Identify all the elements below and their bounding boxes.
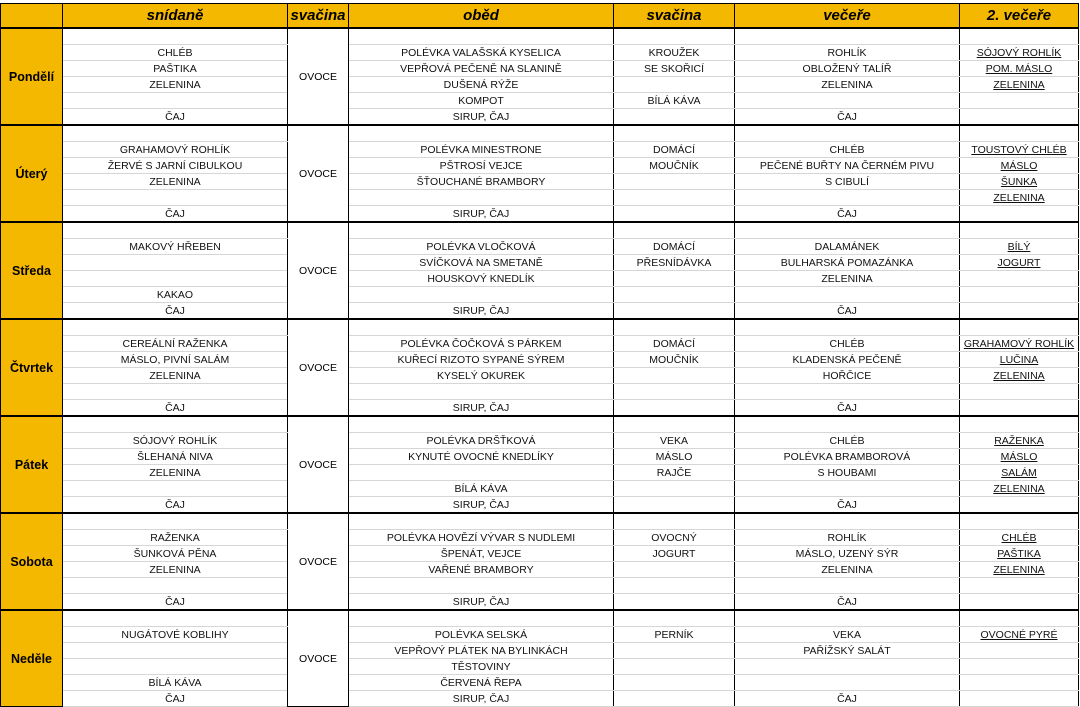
menu-cell-lunch: SIRUP, ČAJ bbox=[349, 594, 614, 611]
menu-cell-snack2 bbox=[614, 368, 735, 384]
menu-cell-breakfast bbox=[63, 28, 288, 45]
menu-cell-breakfast: CEREÁLNÍ RAŽENKA bbox=[63, 336, 288, 352]
menu-cell-dinner2 bbox=[960, 303, 1079, 320]
menu-cell-dinner: ZELENINA bbox=[735, 77, 960, 93]
menu-cell-breakfast: ŠUNKOVÁ PĚNA bbox=[63, 546, 288, 562]
menu-cell-dinner: DALAMÁNEK bbox=[735, 239, 960, 255]
table-row bbox=[1, 513, 1079, 530]
menu-cell-breakfast bbox=[63, 93, 288, 109]
header-row bbox=[1, 4, 1079, 29]
menu-cell-dinner bbox=[735, 416, 960, 433]
menu-cell-breakfast: MAKOVÝ HŘEBEN bbox=[63, 239, 288, 255]
menu-cell-dinner2: MÁSLO bbox=[960, 158, 1079, 174]
table-row bbox=[1, 546, 1079, 562]
menu-cell-snack2 bbox=[614, 109, 735, 126]
menu-cell-lunch bbox=[349, 222, 614, 239]
menu-cell-lunch bbox=[349, 578, 614, 594]
menu-cell-dinner2: ZELENINA bbox=[960, 368, 1079, 384]
table-row bbox=[1, 449, 1079, 465]
menu-cell-snack2 bbox=[614, 174, 735, 190]
menu-cell-dinner2: PAŠTIKA bbox=[960, 546, 1079, 562]
menu-cell-snack2 bbox=[614, 319, 735, 336]
menu-body bbox=[1, 28, 1079, 707]
menu-cell-breakfast bbox=[63, 643, 288, 659]
menu-cell-snack2: VEKA bbox=[614, 433, 735, 449]
menu-cell-dinner bbox=[735, 578, 960, 594]
menu-cell-dinner: ČAJ bbox=[735, 206, 960, 223]
menu-cell-dinner: PAŘÍŽSKÝ SALÁT bbox=[735, 643, 960, 659]
table-row bbox=[1, 303, 1079, 320]
menu-cell-snack2 bbox=[614, 562, 735, 578]
table-row bbox=[1, 578, 1079, 594]
menu-cell-lunch: KYNUTÉ OVOCNÉ KNEDLÍKY bbox=[349, 449, 614, 465]
menu-cell-dinner2: TOUSTOVÝ CHLÉB bbox=[960, 142, 1079, 158]
menu-cell-breakfast: ČAJ bbox=[63, 594, 288, 611]
menu-cell-dinner bbox=[735, 481, 960, 497]
menu-cell-dinner: CHLÉB bbox=[735, 433, 960, 449]
snack-cell: OVOCE bbox=[288, 28, 349, 125]
menu-cell-lunch: ČERVENÁ ŘEPA bbox=[349, 675, 614, 691]
menu-cell-dinner: BULHARSKÁ POMAZÁNKA bbox=[735, 255, 960, 271]
menu-cell-snack2: PERNÍK bbox=[614, 627, 735, 643]
table-row bbox=[1, 93, 1079, 109]
snack-cell: OVOCE bbox=[288, 319, 349, 416]
menu-cell-snack2 bbox=[614, 400, 735, 417]
table-row bbox=[1, 287, 1079, 303]
table-row bbox=[1, 659, 1079, 675]
table-row bbox=[1, 594, 1079, 611]
menu-cell-dinner2 bbox=[960, 319, 1079, 336]
menu-cell-lunch bbox=[349, 416, 614, 433]
day-label: Pátek bbox=[1, 416, 63, 513]
menu-cell-breakfast bbox=[63, 481, 288, 497]
menu-cell-dinner bbox=[735, 93, 960, 109]
menu-cell-snack2 bbox=[614, 691, 735, 707]
menu-cell-snack2 bbox=[614, 481, 735, 497]
snack-cell: OVOCE bbox=[288, 513, 349, 610]
menu-cell-dinner2: BÍLÝ bbox=[960, 239, 1079, 255]
menu-cell-dinner: VEKA bbox=[735, 627, 960, 643]
menu-cell-lunch: POLÉVKA ČOČKOVÁ S PÁRKEM bbox=[349, 336, 614, 352]
menu-cell-dinner: ČAJ bbox=[735, 400, 960, 417]
menu-cell-breakfast: BÍLÁ KÁVA bbox=[63, 675, 288, 691]
menu-cell-breakfast bbox=[63, 125, 288, 142]
menu-cell-snack2 bbox=[614, 287, 735, 303]
table-row bbox=[1, 497, 1079, 514]
menu-cell-dinner: ROHLÍK bbox=[735, 530, 960, 546]
menu-cell-snack2 bbox=[614, 643, 735, 659]
menu-cell-breakfast: ZELENINA bbox=[63, 174, 288, 190]
menu-cell-dinner2 bbox=[960, 610, 1079, 627]
menu-cell-lunch bbox=[349, 513, 614, 530]
menu-cell-breakfast bbox=[63, 416, 288, 433]
header-breakfast: snídaně bbox=[63, 4, 288, 29]
menu-cell-breakfast bbox=[63, 271, 288, 287]
menu-cell-dinner2: ZELENINA bbox=[960, 481, 1079, 497]
menu-cell-dinner2 bbox=[960, 206, 1079, 223]
menu-cell-lunch: KYSELÝ OKUREK bbox=[349, 368, 614, 384]
menu-cell-snack2 bbox=[614, 384, 735, 400]
menu-cell-dinner2 bbox=[960, 109, 1079, 126]
table-row bbox=[1, 142, 1079, 158]
menu-cell-lunch: POLÉVKA SELSKÁ bbox=[349, 627, 614, 643]
menu-cell-breakfast: KAKAO bbox=[63, 287, 288, 303]
table-row bbox=[1, 61, 1079, 77]
table-row bbox=[1, 206, 1079, 223]
menu-cell-breakfast: ČAJ bbox=[63, 303, 288, 320]
menu-cell-dinner2 bbox=[960, 691, 1079, 707]
menu-cell-lunch: KOMPOT bbox=[349, 93, 614, 109]
menu-cell-snack2: MOUČNÍK bbox=[614, 352, 735, 368]
menu-cell-lunch: POLÉVKA MINESTRONE bbox=[349, 142, 614, 158]
menu-cell-snack2: JOGURT bbox=[614, 546, 735, 562]
header-corner bbox=[1, 4, 63, 29]
menu-cell-lunch: SIRUP, ČAJ bbox=[349, 400, 614, 417]
menu-cell-lunch: HOUSKOVÝ KNEDLÍK bbox=[349, 271, 614, 287]
menu-cell-snack2 bbox=[614, 416, 735, 433]
menu-cell-dinner: ROHLÍK bbox=[735, 45, 960, 61]
table-row bbox=[1, 691, 1079, 707]
menu-cell-dinner: CHLÉB bbox=[735, 142, 960, 158]
menu-cell-dinner2 bbox=[960, 594, 1079, 611]
snack-cell: OVOCE bbox=[288, 610, 349, 707]
menu-cell-snack2: DOMÁCÍ bbox=[614, 142, 735, 158]
table-row bbox=[1, 158, 1079, 174]
table-row bbox=[1, 336, 1079, 352]
menu-cell-dinner bbox=[735, 125, 960, 142]
menu-cell-dinner2 bbox=[960, 497, 1079, 514]
table-row bbox=[1, 125, 1079, 142]
menu-cell-dinner2: SÓJOVÝ ROHLÍK bbox=[960, 45, 1079, 61]
menu-cell-lunch bbox=[349, 287, 614, 303]
menu-cell-snack2 bbox=[614, 659, 735, 675]
menu-cell-dinner: ČAJ bbox=[735, 594, 960, 611]
menu-cell-dinner2 bbox=[960, 416, 1079, 433]
table-row bbox=[1, 222, 1079, 239]
menu-cell-breakfast: NUGÁTOVÉ KOBLIHY bbox=[63, 627, 288, 643]
header-lunch: oběd bbox=[349, 4, 614, 29]
menu-cell-dinner: ZELENINA bbox=[735, 271, 960, 287]
menu-cell-dinner: ČAJ bbox=[735, 303, 960, 320]
menu-cell-snack2: MÁSLO bbox=[614, 449, 735, 465]
day-label: Pondělí bbox=[1, 28, 63, 125]
menu-cell-lunch: BÍLÁ KÁVA bbox=[349, 481, 614, 497]
menu-cell-dinner2: MÁSLO bbox=[960, 449, 1079, 465]
menu-cell-snack2 bbox=[614, 190, 735, 206]
menu-cell-dinner: HOŘČICE bbox=[735, 368, 960, 384]
table-row bbox=[1, 352, 1079, 368]
menu-cell-lunch: SIRUP, ČAJ bbox=[349, 206, 614, 223]
menu-cell-breakfast bbox=[63, 513, 288, 530]
menu-cell-snack2: OVOCNÝ bbox=[614, 530, 735, 546]
menu-cell-breakfast: ČAJ bbox=[63, 497, 288, 514]
menu-cell-dinner2 bbox=[960, 675, 1079, 691]
menu-cell-dinner2: GRAHAMOVÝ ROHLÍK bbox=[960, 336, 1079, 352]
menu-cell-dinner2 bbox=[960, 659, 1079, 675]
menu-cell-snack2 bbox=[614, 594, 735, 611]
menu-cell-dinner2 bbox=[960, 93, 1079, 109]
menu-cell-lunch: SIRUP, ČAJ bbox=[349, 691, 614, 707]
weekly-menu-table bbox=[0, 3, 1079, 707]
table-row bbox=[1, 610, 1079, 627]
menu-cell-breakfast: RAŽENKA bbox=[63, 530, 288, 546]
menu-cell-dinner2 bbox=[960, 271, 1079, 287]
menu-cell-dinner: MÁSLO, UZENÝ SÝR bbox=[735, 546, 960, 562]
table-row bbox=[1, 319, 1079, 336]
snack-cell: OVOCE bbox=[288, 222, 349, 319]
menu-cell-breakfast bbox=[63, 190, 288, 206]
menu-cell-dinner2: ZELENINA bbox=[960, 562, 1079, 578]
table-row bbox=[1, 400, 1079, 417]
table-row bbox=[1, 190, 1079, 206]
table-row bbox=[1, 368, 1079, 384]
menu-cell-lunch: ŠPENÁT, VEJCE bbox=[349, 546, 614, 562]
menu-cell-lunch: POLÉVKA DRŠŤKOVÁ bbox=[349, 433, 614, 449]
menu-cell-dinner bbox=[735, 190, 960, 206]
menu-cell-lunch bbox=[349, 319, 614, 336]
menu-cell-breakfast: ŽERVÉ S JARNÍ CIBULKOU bbox=[63, 158, 288, 174]
menu-cell-snack2 bbox=[614, 578, 735, 594]
table-row bbox=[1, 465, 1079, 481]
menu-cell-dinner2 bbox=[960, 125, 1079, 142]
table-row bbox=[1, 255, 1079, 271]
menu-cell-dinner: ČAJ bbox=[735, 691, 960, 707]
table-row bbox=[1, 530, 1079, 546]
table-row bbox=[1, 77, 1079, 93]
menu-cell-dinner bbox=[735, 384, 960, 400]
menu-cell-dinner2 bbox=[960, 643, 1079, 659]
menu-cell-dinner2: OVOCNÉ PYRÉ bbox=[960, 627, 1079, 643]
menu-cell-lunch: VAŘENÉ BRAMBORY bbox=[349, 562, 614, 578]
menu-cell-dinner bbox=[735, 222, 960, 239]
menu-cell-breakfast: ZELENINA bbox=[63, 465, 288, 481]
menu-cell-breakfast: GRAHAMOVÝ ROHLÍK bbox=[63, 142, 288, 158]
menu-cell-snack2 bbox=[614, 513, 735, 530]
menu-cell-dinner: S HOUBAMI bbox=[735, 465, 960, 481]
menu-cell-lunch: ŠŤOUCHANÉ BRAMBORY bbox=[349, 174, 614, 190]
table-row bbox=[1, 643, 1079, 659]
menu-cell-dinner: S CIBULÍ bbox=[735, 174, 960, 190]
menu-cell-dinner: ZELENINA bbox=[735, 562, 960, 578]
menu-cell-lunch bbox=[349, 190, 614, 206]
menu-cell-dinner bbox=[735, 513, 960, 530]
menu-cell-lunch bbox=[349, 384, 614, 400]
menu-cell-dinner: CHLÉB bbox=[735, 336, 960, 352]
table-row bbox=[1, 239, 1079, 255]
menu-cell-breakfast bbox=[63, 255, 288, 271]
menu-cell-breakfast: SÓJOVÝ ROHLÍK bbox=[63, 433, 288, 449]
menu-cell-breakfast bbox=[63, 319, 288, 336]
table-row bbox=[1, 562, 1079, 578]
menu-cell-dinner: PEČENÉ BUŘTY NA ČERNÉM PIVU bbox=[735, 158, 960, 174]
menu-cell-dinner2 bbox=[960, 578, 1079, 594]
menu-cell-breakfast: ČAJ bbox=[63, 206, 288, 223]
header-snack-2: svačina bbox=[614, 4, 735, 29]
table-row bbox=[1, 675, 1079, 691]
table-row bbox=[1, 28, 1079, 45]
menu-cell-snack2: MOUČNÍK bbox=[614, 158, 735, 174]
menu-cell-dinner bbox=[735, 319, 960, 336]
menu-cell-dinner: POLÉVKA BRAMBOROVÁ bbox=[735, 449, 960, 465]
menu-cell-dinner2 bbox=[960, 384, 1079, 400]
menu-cell-dinner: OBLOŽENÝ TALÍŘ bbox=[735, 61, 960, 77]
menu-cell-snack2 bbox=[614, 77, 735, 93]
menu-cell-dinner bbox=[735, 610, 960, 627]
menu-cell-snack2 bbox=[614, 222, 735, 239]
menu-cell-snack2 bbox=[614, 497, 735, 514]
menu-cell-breakfast bbox=[63, 384, 288, 400]
menu-cell-breakfast: MÁSLO, PIVNÍ SALÁM bbox=[63, 352, 288, 368]
menu-cell-breakfast: ŠLEHANÁ NIVA bbox=[63, 449, 288, 465]
menu-cell-breakfast: ZELENINA bbox=[63, 368, 288, 384]
day-label: Čtvrtek bbox=[1, 319, 63, 416]
menu-cell-dinner2 bbox=[960, 513, 1079, 530]
menu-cell-snack2 bbox=[614, 271, 735, 287]
menu-cell-dinner bbox=[735, 675, 960, 691]
day-label: Středa bbox=[1, 222, 63, 319]
menu-cell-snack2 bbox=[614, 28, 735, 45]
menu-cell-breakfast: ČAJ bbox=[63, 691, 288, 707]
menu-cell-lunch: VEPŘOVÝ PLÁTEK NA BYLINKÁCH bbox=[349, 643, 614, 659]
menu-cell-breakfast bbox=[63, 222, 288, 239]
menu-cell-dinner2: POM. MÁSLO bbox=[960, 61, 1079, 77]
header-dinner: večeře bbox=[735, 4, 960, 29]
menu-cell-lunch bbox=[349, 610, 614, 627]
menu-cell-dinner: KLADENSKÁ PEČENĚ bbox=[735, 352, 960, 368]
menu-cell-snack2 bbox=[614, 610, 735, 627]
menu-cell-dinner2 bbox=[960, 400, 1079, 417]
snack-cell: OVOCE bbox=[288, 125, 349, 222]
menu-cell-lunch bbox=[349, 125, 614, 142]
menu-cell-dinner2: ŠUNKA bbox=[960, 174, 1079, 190]
menu-cell-breakfast bbox=[63, 610, 288, 627]
menu-cell-breakfast bbox=[63, 578, 288, 594]
header-second-dinner: 2. večeře bbox=[960, 4, 1079, 29]
menu-cell-breakfast: ZELENINA bbox=[63, 562, 288, 578]
menu-cell-snack2 bbox=[614, 206, 735, 223]
menu-cell-snack2: DOMÁCÍ bbox=[614, 336, 735, 352]
menu-cell-breakfast: ČAJ bbox=[63, 400, 288, 417]
menu-cell-breakfast: CHLÉB bbox=[63, 45, 288, 61]
table-row bbox=[1, 433, 1079, 449]
menu-cell-dinner2 bbox=[960, 28, 1079, 45]
menu-cell-snack2 bbox=[614, 303, 735, 320]
menu-cell-snack2: SE SKOŘICÍ bbox=[614, 61, 735, 77]
table-row bbox=[1, 627, 1079, 643]
menu-cell-dinner2: CHLÉB bbox=[960, 530, 1079, 546]
menu-cell-lunch: KUŘECÍ RIZOTO SYPANÉ SÝREM bbox=[349, 352, 614, 368]
menu-cell-dinner: ČAJ bbox=[735, 497, 960, 514]
menu-cell-dinner2: RAŽENKA bbox=[960, 433, 1079, 449]
table-row bbox=[1, 174, 1079, 190]
snack-cell: OVOCE bbox=[288, 416, 349, 513]
menu-cell-dinner: ČAJ bbox=[735, 109, 960, 126]
menu-cell-dinner2 bbox=[960, 222, 1079, 239]
day-label: Úterý bbox=[1, 125, 63, 222]
menu-cell-breakfast bbox=[63, 659, 288, 675]
menu-cell-lunch: VEPŘOVÁ PEČENĚ NA SLANINĚ bbox=[349, 61, 614, 77]
day-label: Sobota bbox=[1, 513, 63, 610]
menu-cell-dinner2: SALÁM bbox=[960, 465, 1079, 481]
table-row bbox=[1, 416, 1079, 433]
table-row bbox=[1, 271, 1079, 287]
menu-cell-dinner2: LUČINA bbox=[960, 352, 1079, 368]
menu-cell-lunch bbox=[349, 465, 614, 481]
menu-cell-lunch: TĚSTOVINY bbox=[349, 659, 614, 675]
menu-cell-lunch: SIRUP, ČAJ bbox=[349, 109, 614, 126]
menu-cell-dinner2 bbox=[960, 287, 1079, 303]
menu-cell-dinner bbox=[735, 659, 960, 675]
menu-cell-breakfast: ZELENINA bbox=[63, 77, 288, 93]
table-row bbox=[1, 481, 1079, 497]
menu-cell-lunch: PŠTROSÍ VEJCE bbox=[349, 158, 614, 174]
menu-cell-dinner2: ZELENINA bbox=[960, 77, 1079, 93]
menu-cell-snack2: RAJČE bbox=[614, 465, 735, 481]
menu-cell-lunch: SIRUP, ČAJ bbox=[349, 303, 614, 320]
menu-cell-dinner2: JOGURT bbox=[960, 255, 1079, 271]
menu-cell-snack2: BÍLÁ KÁVA bbox=[614, 93, 735, 109]
menu-cell-lunch: SIRUP, ČAJ bbox=[349, 497, 614, 514]
menu-cell-dinner bbox=[735, 28, 960, 45]
menu-cell-dinner2: ZELENINA bbox=[960, 190, 1079, 206]
table-row bbox=[1, 109, 1079, 126]
menu-cell-dinner bbox=[735, 287, 960, 303]
menu-cell-breakfast: ČAJ bbox=[63, 109, 288, 126]
menu-cell-snack2: DOMÁCÍ bbox=[614, 239, 735, 255]
menu-cell-breakfast: PAŠTIKA bbox=[63, 61, 288, 77]
menu-cell-snack2 bbox=[614, 675, 735, 691]
menu-cell-lunch: SVÍČKOVÁ NA SMETANĚ bbox=[349, 255, 614, 271]
menu-cell-lunch: POLÉVKA VLOČKOVÁ bbox=[349, 239, 614, 255]
day-label: Neděle bbox=[1, 610, 63, 707]
menu-cell-snack2: PŘESNÍDÁVKA bbox=[614, 255, 735, 271]
menu-cell-lunch: DUŠENÁ RÝŽE bbox=[349, 77, 614, 93]
table-row bbox=[1, 45, 1079, 61]
menu-cell-lunch: POLÉVKA HOVĚZÍ VÝVAR S NUDLEMI bbox=[349, 530, 614, 546]
table-row bbox=[1, 384, 1079, 400]
menu-cell-lunch: POLÉVKA VALAŠSKÁ KYSELICA bbox=[349, 45, 614, 61]
menu-cell-snack2: KROUŽEK bbox=[614, 45, 735, 61]
menu-cell-snack2 bbox=[614, 125, 735, 142]
header-snack-1: svačina bbox=[288, 4, 349, 29]
menu-cell-lunch bbox=[349, 28, 614, 45]
